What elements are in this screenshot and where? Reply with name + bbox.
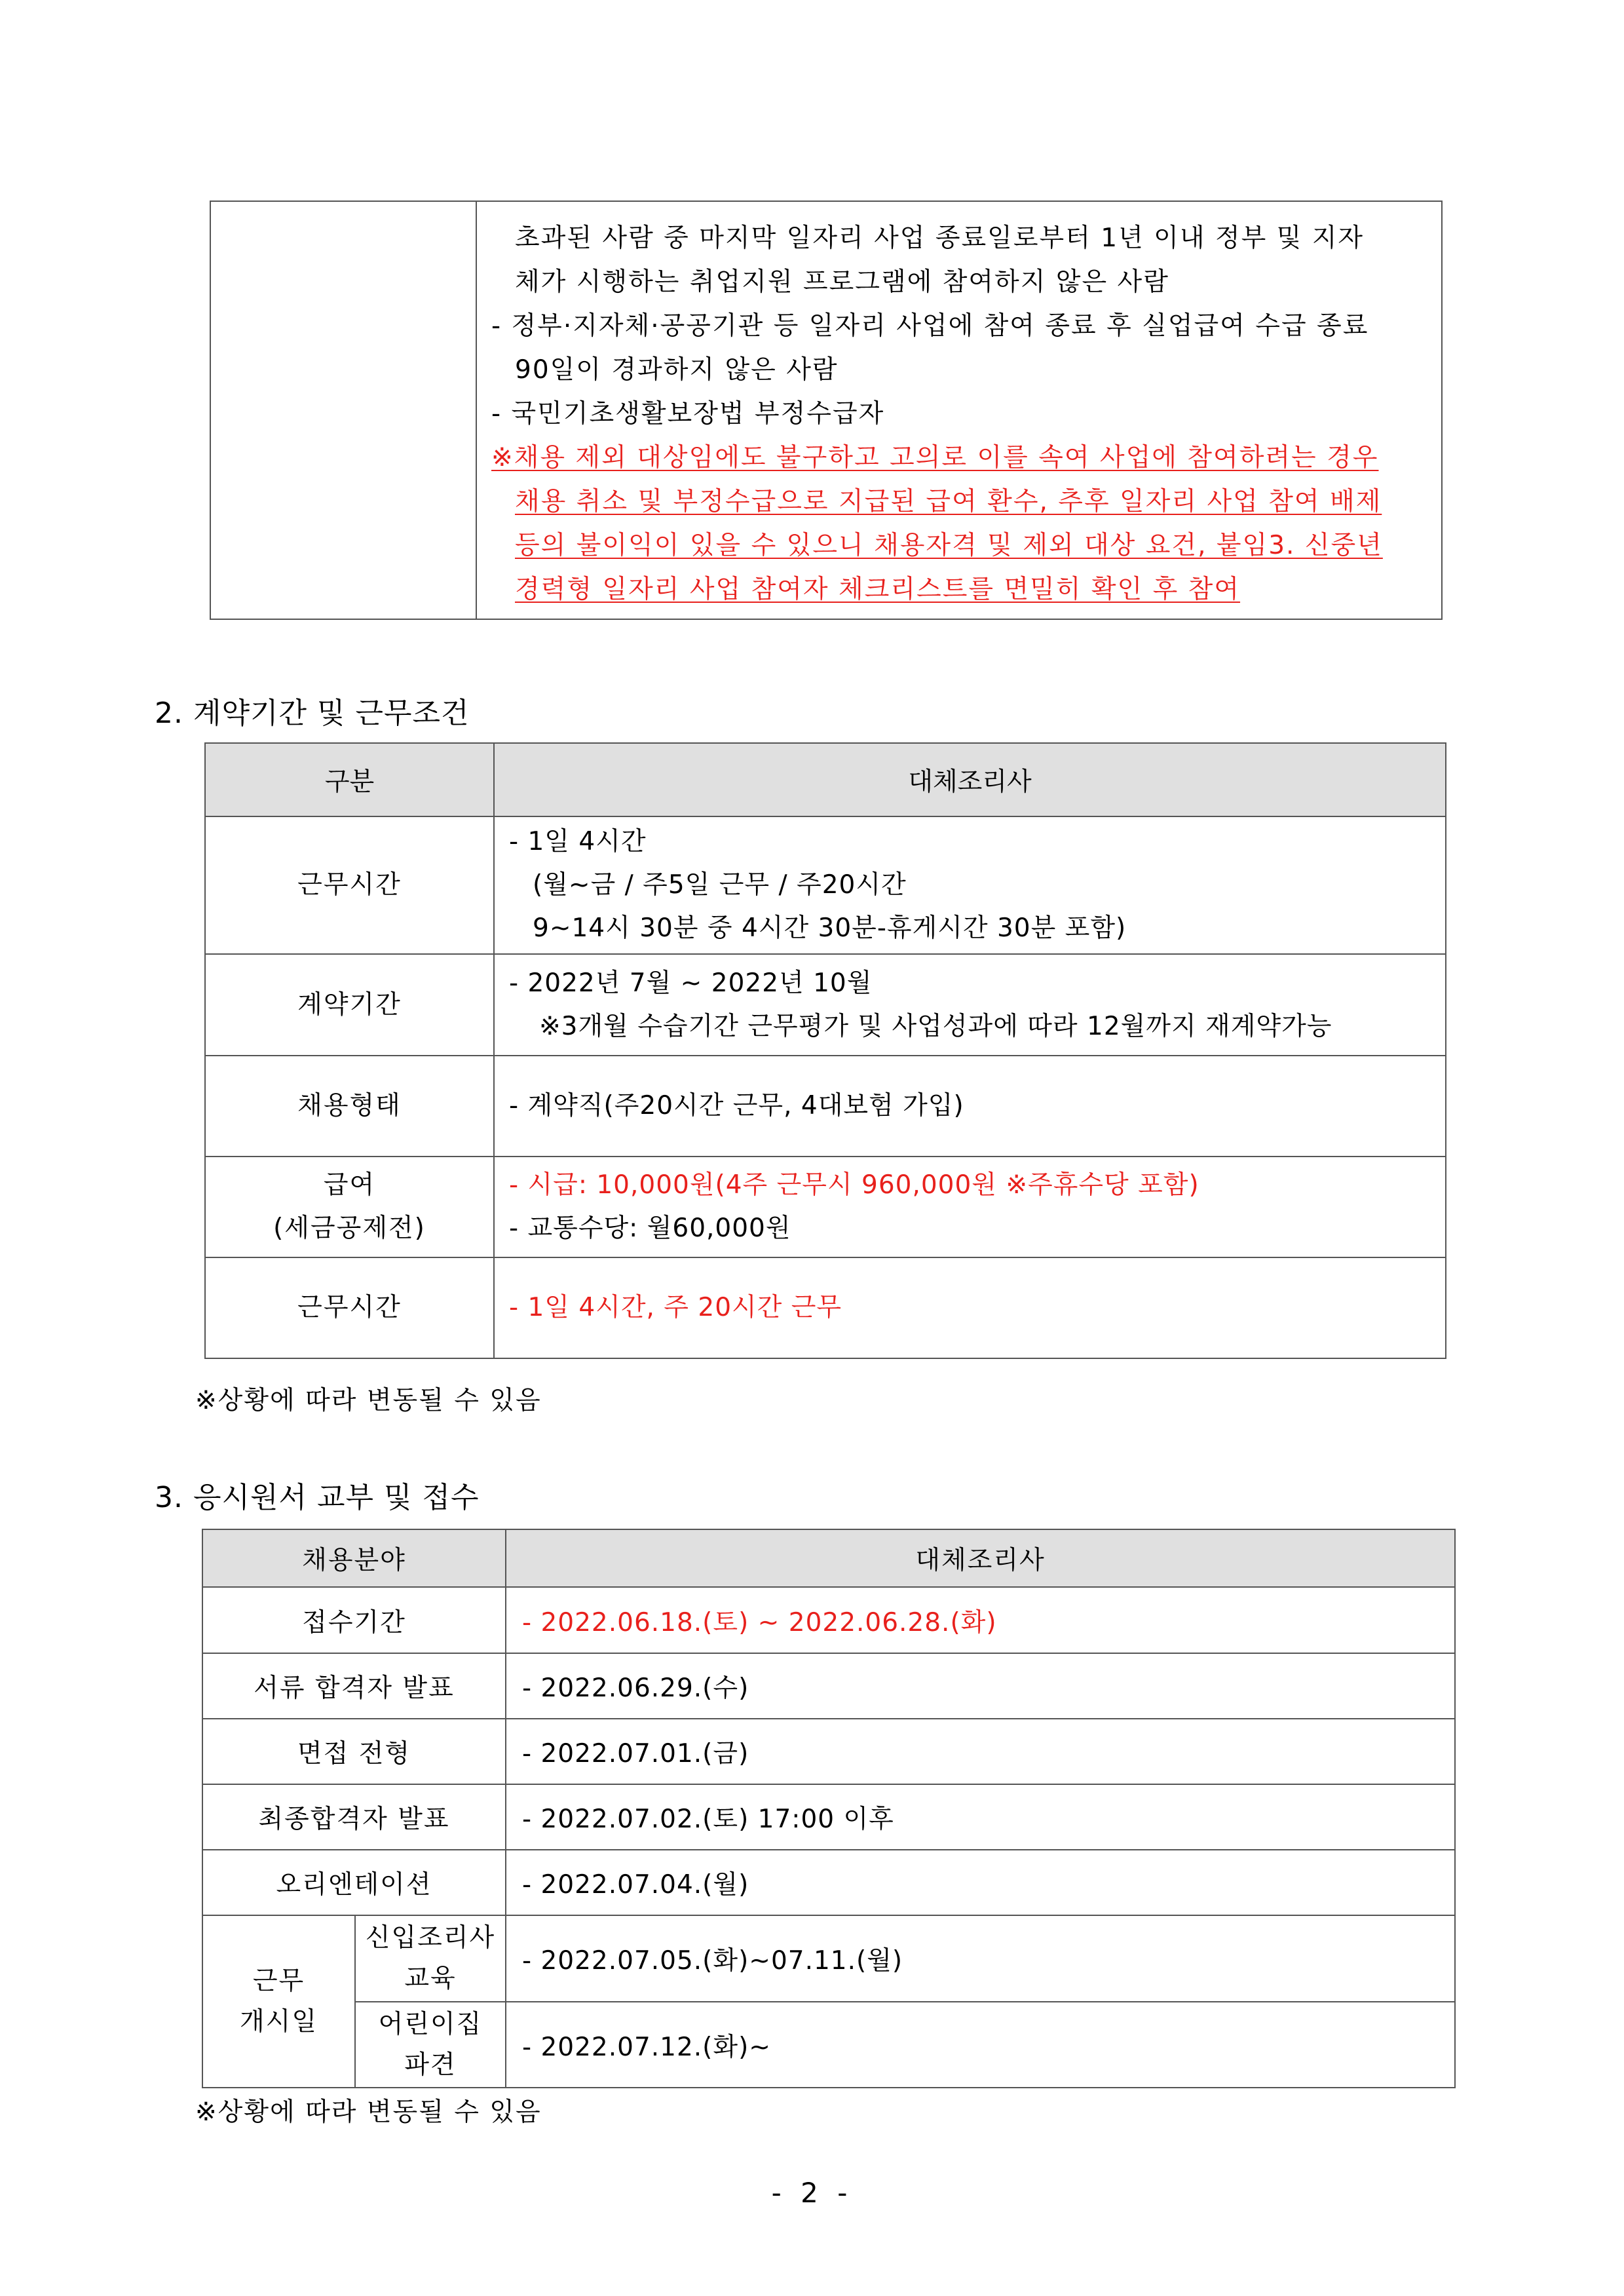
row-label-receipt: 접수기간 — [202, 1587, 506, 1653]
hours-line: 9~14시 30분 중 4시간 30분-휴게시간 30분 포함) — [533, 913, 1127, 943]
section-2-note: ※상황에 따라 변동될 수 있음 — [195, 1386, 542, 1415]
dispatch-label-sub: 파견 — [404, 2050, 457, 2080]
hours-2-line: - 1일 4시간, 주 20시간 근무 — [509, 1293, 842, 1322]
dispatch-label: 어린이집 — [378, 2009, 483, 2039]
warning-line: 등의 불이익이 있을 수 있으니 채용자격 및 제외 대상 요건, 붙임3. 신중년 — [515, 531, 1383, 560]
warning-line: 채용 취소 및 부정수급으로 지급된 급여 환수, 추후 일자리 사업 참여 배제 — [515, 487, 1382, 516]
empty-label-cell — [210, 201, 476, 619]
header-field: 채용분야 — [202, 1529, 506, 1587]
row-label-orientation: 오리엔테이션 — [202, 1850, 506, 1915]
warning-line: ※채용 제외 대상임에도 불구하고 고의로 이를 속여 사업에 참여하려는 경우 — [491, 443, 1379, 472]
section-2-heading: 2. 계약기간 및 근무조건 — [155, 697, 470, 730]
dispatch-date: - 2022.07.12.(화)~ — [506, 2002, 1455, 2088]
training-label: 신입조리사 — [365, 1923, 496, 1953]
row-label-hours-2: 근무시간 — [205, 1257, 494, 1358]
criteria-line: - 국민기초생활보장법 부정수급자 — [491, 399, 885, 429]
pay-label-sub: (세금공제전) — [273, 1214, 426, 1243]
row-label-interview: 면접 전형 — [202, 1719, 506, 1784]
header-position: 대체조리사 — [494, 743, 1446, 816]
pay-detail — [494, 1157, 1446, 1257]
type-detail — [494, 1056, 1446, 1157]
criteria-line: 체가 시행하는 취업지원 프로그램에 참여하지 않은 사람 — [515, 267, 1169, 297]
header-position: 대체조리사 — [506, 1529, 1455, 1587]
section-3-note: ※상황에 따라 변동될 수 있음 — [195, 2097, 542, 2127]
hours-line: - 1일 4시간 — [509, 827, 647, 856]
hours-2-detail — [494, 1257, 1446, 1358]
sublabel-training — [355, 1915, 506, 2002]
work-start-label: 근무 — [252, 1966, 305, 1996]
criteria-line: 90일이 경과하지 않은 사람 — [515, 355, 839, 385]
pay-label: 급여 — [323, 1170, 376, 1200]
receipt-period: - 2022.06.18.(토) ~ 2022.06.28.(화) — [506, 1587, 1455, 1653]
criteria-line: 초과된 사람 중 마지막 일자리 사업 종료일로부터 1년 이내 정부 및 지자 — [515, 223, 1365, 253]
row-label-doc-result: 서류 합격자 발표 — [202, 1653, 506, 1719]
row-label-work-start — [202, 1915, 355, 2088]
row-label-type: 채용형태 — [205, 1056, 494, 1157]
orientation-date: - 2022.07.04.(월) — [506, 1850, 1455, 1915]
final-result-date: - 2022.07.02.(토) 17:00 이후 — [506, 1784, 1455, 1850]
transport-allowance: - 교통수당: 월60,000원 — [509, 1214, 791, 1243]
interview-date: - 2022.07.01.(금) — [506, 1719, 1455, 1784]
row-label-final-result: 최종합격자 발표 — [202, 1784, 506, 1850]
period-line: ※3개월 수습기간 근무평가 및 사업성과에 따라 12월까지 재계약가능 — [539, 1011, 1332, 1041]
training-label-sub: 교육 — [404, 1964, 457, 1993]
period-detail — [494, 954, 1446, 1056]
period-line: - 2022년 7월 ~ 2022년 10월 — [509, 968, 873, 998]
warning-line: 경력형 일자리 사업 참여자 체크리스트를 면밀히 확인 후 참여 — [515, 575, 1241, 604]
training-date: - 2022.07.05.(화)~07.11.(월) — [506, 1915, 1455, 2002]
work-start-label-sub: 개시일 — [239, 2006, 318, 2037]
eligibility-continuation-table — [210, 201, 1443, 620]
application-schedule-table — [202, 1529, 1456, 2088]
sublabel-dispatch — [355, 2002, 506, 2088]
doc-result-date: - 2022.06.29.(수) — [506, 1653, 1455, 1719]
criteria-line: - 정부·지자체·공공기관 등 일자리 사업에 참여 종료 후 실업급여 수급 종료 — [491, 311, 1369, 341]
contract-conditions-table — [204, 742, 1446, 1359]
page-number: - 2 - — [771, 2177, 853, 2209]
hours-line: (월~금 / 주5일 근무 / 주20시간 — [533, 870, 907, 900]
type-line: - 계약직(주20시간 근무, 4대보험 가입) — [509, 1091, 964, 1120]
hourly-wage: - 시급: 10,000원(4주 근무시 960,000원 ※주휴수당 포함) — [509, 1170, 1199, 1200]
row-label-hours: 근무시간 — [205, 816, 494, 954]
header-category: 구분 — [205, 743, 494, 816]
exclusion-criteria-cell — [476, 201, 1442, 619]
hours-detail — [494, 816, 1446, 954]
section-3-heading: 3. 응시원서 교부 및 접수 — [155, 1481, 480, 1514]
row-label-pay — [205, 1157, 494, 1257]
row-label-period: 계약기간 — [205, 954, 494, 1056]
